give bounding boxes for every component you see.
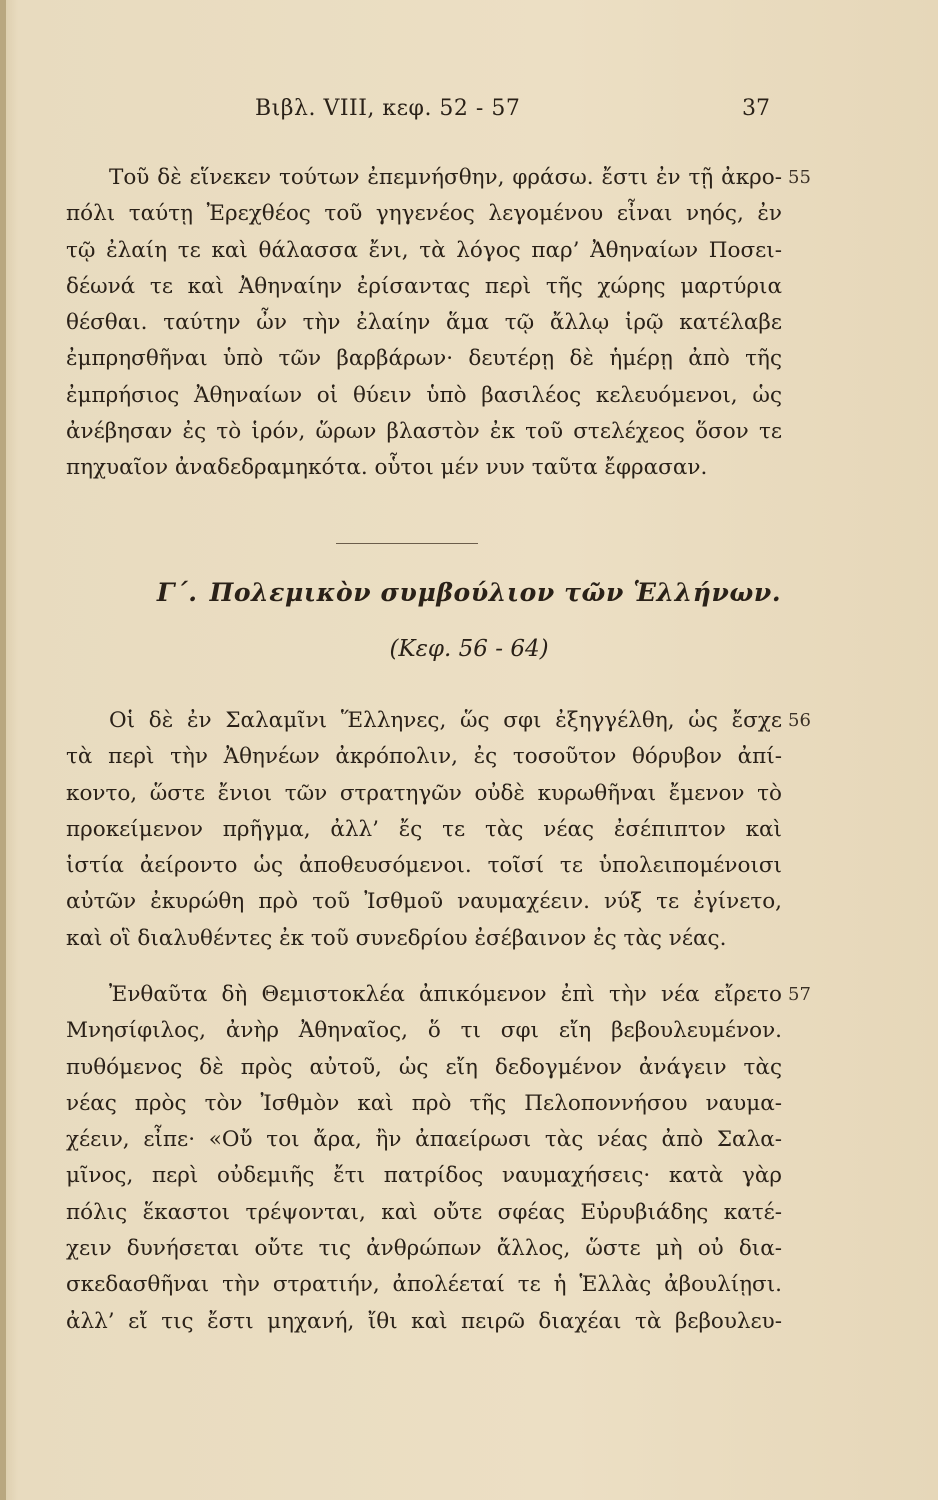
running-title: Βιβλ. VIII, κεφ. 52 - 57 — [255, 96, 521, 121]
text-line: χειν δυνήσεται οὔτε τις ἀνθρώπων ἄλλος, ὥστε μὴ οὐ δια- — [66, 1236, 782, 1262]
text-line: αὐτῶν ἐκυρώθη πρὸ τοῦ Ἰσθμοῦ ναυμαχέειν. νύξ τε ἐγίνετο, — [66, 889, 782, 915]
text-line: πυθόμενος δὲ πρὸς αὐτοῦ, ὡς εἴη δεδογμένον ἀνάγειν τὰς — [66, 1054, 782, 1080]
text-line: πόλις ἕκαστοι τρέψονται, καὶ οὔτε σφέας Εὐρυβιάδης κατέ- — [66, 1199, 782, 1225]
section-title: Πολεμικὸν συμβούλιον τῶν Ἑλλήνων. — [209, 578, 782, 607]
chapter-number-56: 56 — [788, 710, 811, 731]
section-divider — [336, 543, 478, 544]
text-line: Τοῦ δὲ εἵνεκεν τούτων ἐπεμνήσθην, φράσω. ἔστι ἐν τῇ ἀκρο- 55 — [66, 160, 782, 196]
text-line: καὶ οἳ διαλυθέντες ἐκ τοῦ συνεδρίου ἐσέβαινον ἐς τὰς νέας. — [66, 925, 727, 951]
text-line: τὰ περὶ τὴν Ἀθηνέων ἀκρόπολιν, ἐς τοσοῦτον θόρυβον ἀπί- — [66, 744, 782, 770]
text-line: Μνησίφιλος, ἀνὴρ Ἀθηναῖος, ὅ τι σφι εἴη βεβουλευμένον. — [66, 1018, 782, 1044]
text-line: τῷ ἐλαίη τε καὶ θάλασσα ἔνι, τὰ λόγος παρ’ Ἀθηναίων Ποσει- — [66, 237, 782, 263]
text-line: νέας πρὸς τὸν Ἰσθμὸν καὶ πρὸ τῆς Πελοποννήσου ναυμα- — [66, 1090, 782, 1116]
paragraph-chapter-55 — [66, 160, 811, 487]
text-line: μῖνος, περὶ οὐδεμιῆς ἔτι πατρίδος ναυμαχήσεις· κατὰ γὰρ — [66, 1163, 782, 1189]
page-edge — [0, 0, 6, 1500]
text-line: ἱστία ἀείροντο ὡς ἀποθευσόμενοι. τοῖσί τε ὑπολειπομένοισι — [66, 853, 782, 879]
chapter-number-55: 55 — [788, 167, 811, 188]
section-subtitle: (Κεφ. 56 - 64) — [389, 636, 549, 662]
text-line: Ἐνθαῦτα δὴ Θεμιστοκλέα ἀπικόμενον ἐπὶ τὴν νέα εἴρετο 57 — [66, 977, 782, 1013]
text-line: ἐμπρησθῆναι ὑπὸ τῶν βαρβάρων· δευτέρῃ δὲ ἡμέρῃ ἀπὸ τῆς — [66, 346, 782, 372]
paragraph-chapter-57 — [66, 977, 811, 1340]
text-line: πόλι ταύτῃ Ἐρεχθέος τοῦ γηγενέος λεγομένου εἶναι νηός, ἐν — [66, 201, 782, 227]
text-line: χέειν, εἶπε· «Οὔ τοι ἄρα, ἢν ἀπαείρωσι τὰς νέας ἀπὸ Σαλα- — [66, 1127, 782, 1153]
text-line: ἐμπρήσιος Ἀθηναίων οἱ θύειν ὑπὸ βασιλέος κελευόμενοι, ὡς — [66, 382, 782, 408]
text-line: δέωνά τε καὶ Ἀθηναίην ἐρίσαντας περὶ τῆς χώρης μαρτύρια — [66, 273, 782, 299]
paragraph-chapter-56 — [66, 703, 811, 957]
text-line: σκεδασθῆναι τὴν στρατιήν, ἀπολέεταί τε ἡ Ἑλλὰς ἀβουλίῃσι. — [66, 1272, 782, 1298]
page-number: 37 — [742, 96, 770, 121]
text-line: πηχυαῖον ἀναδεδραμηκότα. οὗτοι μέν νυν ταῦτα ἔφρασαν. — [66, 455, 708, 481]
section-number: Γ΄. — [156, 578, 198, 607]
text-line: θέσθαι. ταύτην ὦν τὴν ἐλαίην ἅμα τῷ ἄλλῳ ἱρῷ κατέλαβε — [66, 310, 782, 336]
text-line: Οἱ δὲ ἐν Σαλαμῖνι Ἕλληνες, ὥς σφι ἐξηγγέλθη, ὡς ἔσχε 56 — [66, 703, 782, 739]
text-line: ἀνέβησαν ἐς τὸ ἱρόν, ὥρων βλαστὸν ἐκ τοῦ στελέχεος ὅσον τε — [66, 419, 782, 445]
page-header — [0, 96, 938, 128]
text-line: ἀλλ’ εἴ τις ἔστι μηχανή, ἴθι καὶ πειρῶ διαχέαι τὰ βεβουλευ- — [66, 1308, 782, 1334]
chapter-number-57: 57 — [788, 984, 811, 1005]
text-line: κοντο, ὥστε ἔνιοι τῶν στρατηγῶν οὐδὲ κυρωθῆναι ἔμενον τὸ — [66, 780, 782, 806]
text-line: προκείμενον πρῆγμα, ἀλλ’ ἔς τε τὰς νέας ἐσέπιπτον καὶ — [66, 816, 782, 842]
section-heading — [0, 578, 938, 607]
